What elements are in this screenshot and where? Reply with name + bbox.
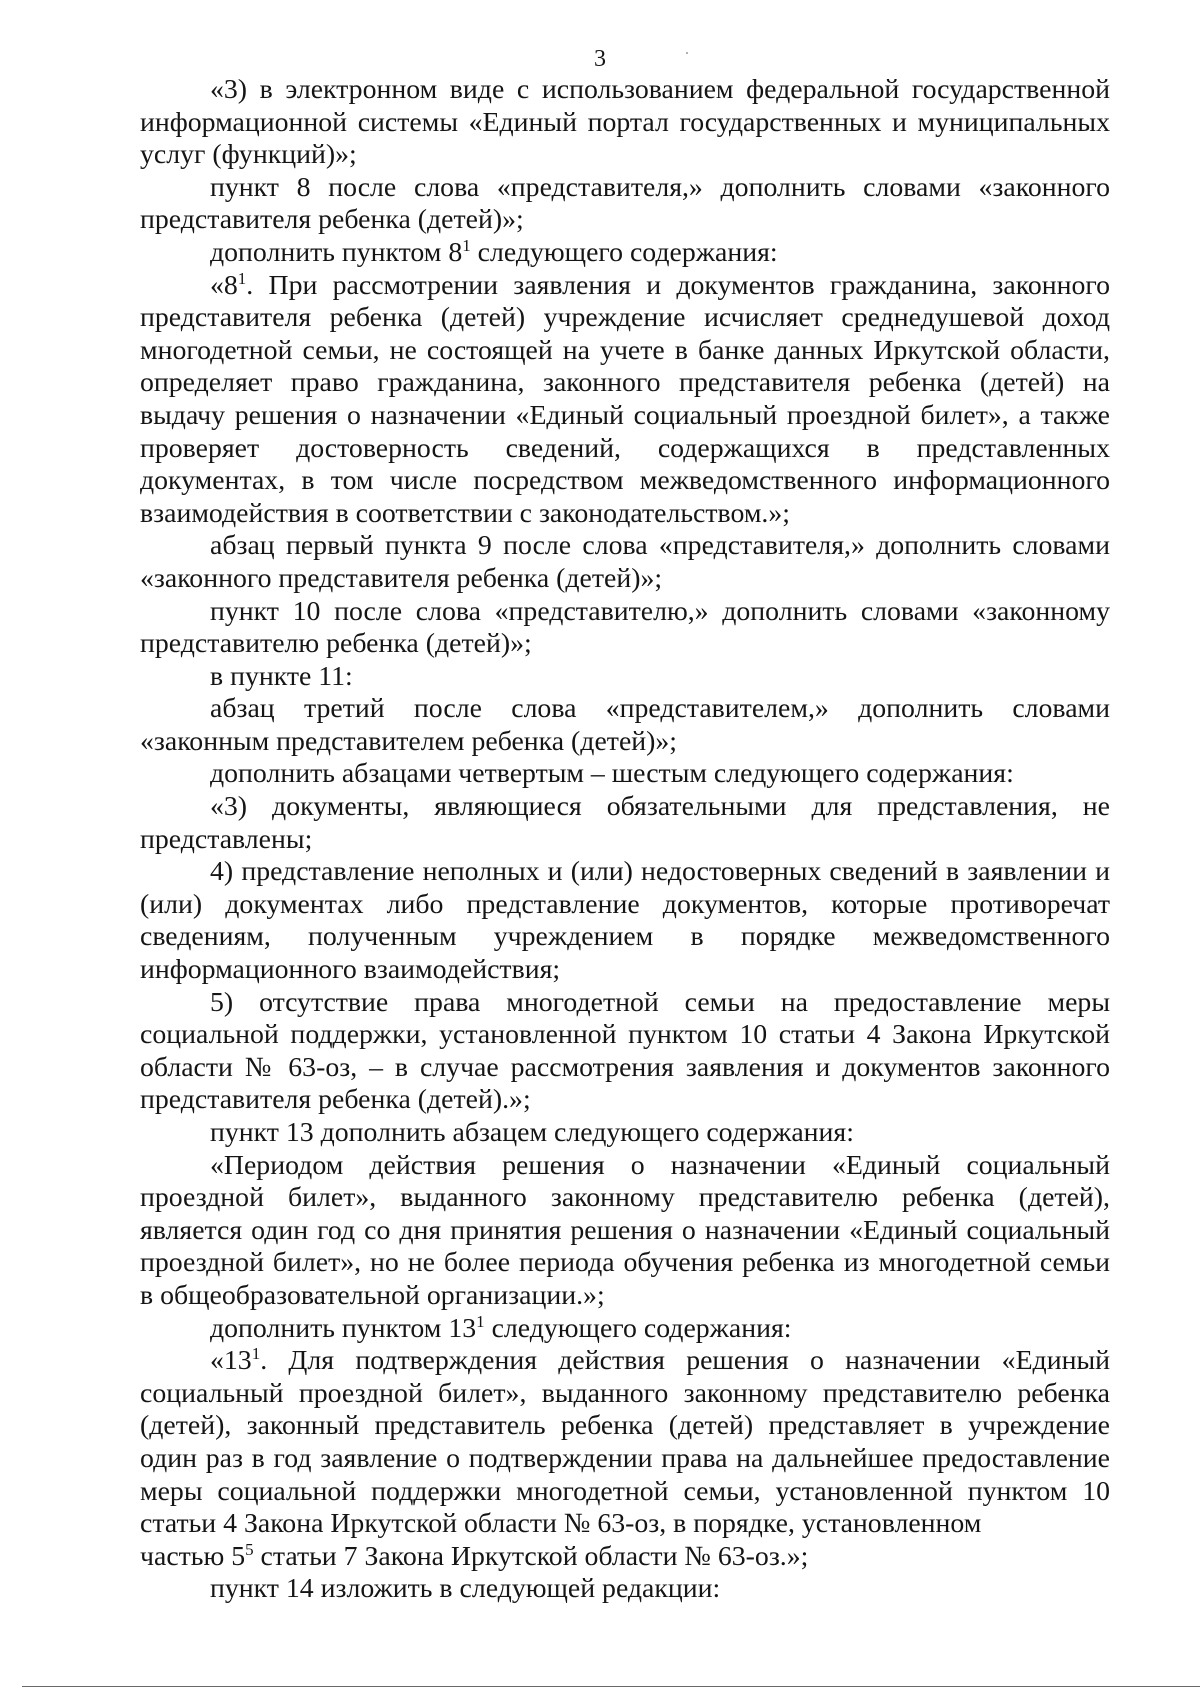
text-segment: дополнить пунктом 13 xyxy=(210,1312,477,1344)
text-segment: . Для подтверждения действия решения о назначении «Единый социальный проездной билет», выданного законному представителю ребенка (детей), законный представитель ребенка (детей) представляет в учреждение один раз в год заявление о подтверждении права на дальнейшее предоставление меры социальной поддержки многодетной семьи, установленной пунктом 10 статьи 4 Закона Иркутской области № 63-оз, в порядке, установленном xyxy=(140,1345,1110,1540)
paragraph-add-abzacs: дополнить абзацами четвертым – шестым следующего содержания: xyxy=(210,758,1014,790)
paragraph-point-8: пункт 8 после слова «представителя,» дополнить словами «законного представителя ребенка (детей)»; xyxy=(140,171,1110,236)
page-number: 3 xyxy=(594,46,606,72)
text-segment: следующего содержания: xyxy=(484,1312,792,1344)
paragraph-point-13: пункт 13 дополнить абзацем следующего содержания: xyxy=(210,1117,854,1148)
paragraph-abzac-3: абзац третий после слова «представителем,» дополнить словами «законным представителем ребенка (детей)»; xyxy=(140,693,1110,757)
paragraph-point-11: в пункте 11: xyxy=(210,660,353,692)
text-segment: . При рассмотрении заявления и документов гражданина, законного представителя ребенка (детей) учреждение исчисляет среднедушевой доход многодетной семьи, не состоящей на учете в банке данных Иркутской области, определяет право гражданина, законного представителя ребенка (детей) на выдачу решения о назначении «Единый социальный проездной билет», а также проверяет достоверность сведений, содержащихся в представленных документах, в том числе посредством межведомственного информационного взаимодействия в соответствии с законодательством.»; xyxy=(140,269,1110,529)
paragraph-item-3-documents: «3) документы, являющиеся обязательными для представления, не представлены; xyxy=(140,791,1110,855)
paragraph-point-8-1-text xyxy=(140,270,1110,531)
text-segment: следующего содержания: xyxy=(470,236,778,268)
paragraph-point-13-1-continuation xyxy=(140,1541,1110,1574)
scan-speck xyxy=(686,52,688,54)
superscript: 1 xyxy=(237,268,247,288)
text-segment: дополнить пунктом 8 xyxy=(210,236,463,268)
paragraph-add-point-13-1 xyxy=(140,1313,1110,1346)
bottom-rule xyxy=(22,1686,1200,1687)
paragraph-add-point-8-1 xyxy=(140,237,1110,270)
text-segment: частью 5 xyxy=(140,1540,246,1572)
paragraph-point-14: пункт 14 изложить в следующей редакции: xyxy=(210,1573,721,1605)
paragraph-item-4: 4) представление неполных и (или) недостоверных сведений в заявлении и (или) документах либо представление документов, которые противоречат сведениям, полученным учреждением в порядке межведомственного информационного взаимодействия; xyxy=(140,856,1110,986)
superscript: 1 xyxy=(476,1311,485,1331)
paragraph-item-5: 5) отсутствие права многодетной семьи на предоставление меры социальной поддержки, установленной пунктом 10 статьи 4 Закона Иркутской области № 63-оз, – в случае рассмотрения заявления и документов законного представителя ребенка (детей).»; xyxy=(140,986,1110,1116)
paragraph-point-10: пункт 10 после слова «представителю,» дополнить словами «законному представителю ребенка (детей)»; xyxy=(140,595,1110,660)
paragraph-point-9: абзац первый пункта 9 после слова «представителя,» дополнить словами «законного представителя ребенка (детей)»; xyxy=(140,530,1110,594)
superscript: 1 xyxy=(251,1344,261,1364)
superscript: 5 xyxy=(245,1539,254,1559)
text-segment: «13 xyxy=(210,1345,252,1377)
text-segment: «8 xyxy=(210,269,238,301)
document-body xyxy=(140,74,1110,1606)
paragraph-point-13-1-text xyxy=(140,1345,1110,1541)
paragraph-period: «Периодом действия решения о назначении «Единый социальный проездной билет», выданного законному представителю ребенка (детей), является один год со дня принятия решения о назначении «Единый социальный проездной билет», но не более периода обучения ребенка из многодетной семьи в общеобразовательной организации.»; xyxy=(140,1149,1110,1311)
text-segment: статьи 7 Закона Иркутской области № 63-оз.»; xyxy=(253,1540,809,1572)
superscript: 1 xyxy=(462,235,471,255)
paragraph-item-3-electronic: «3) в электронном виде с использованием федеральной государственной информационной системы «Единый портал государственных и муниципальных услуг (функций)»; xyxy=(140,74,1110,171)
